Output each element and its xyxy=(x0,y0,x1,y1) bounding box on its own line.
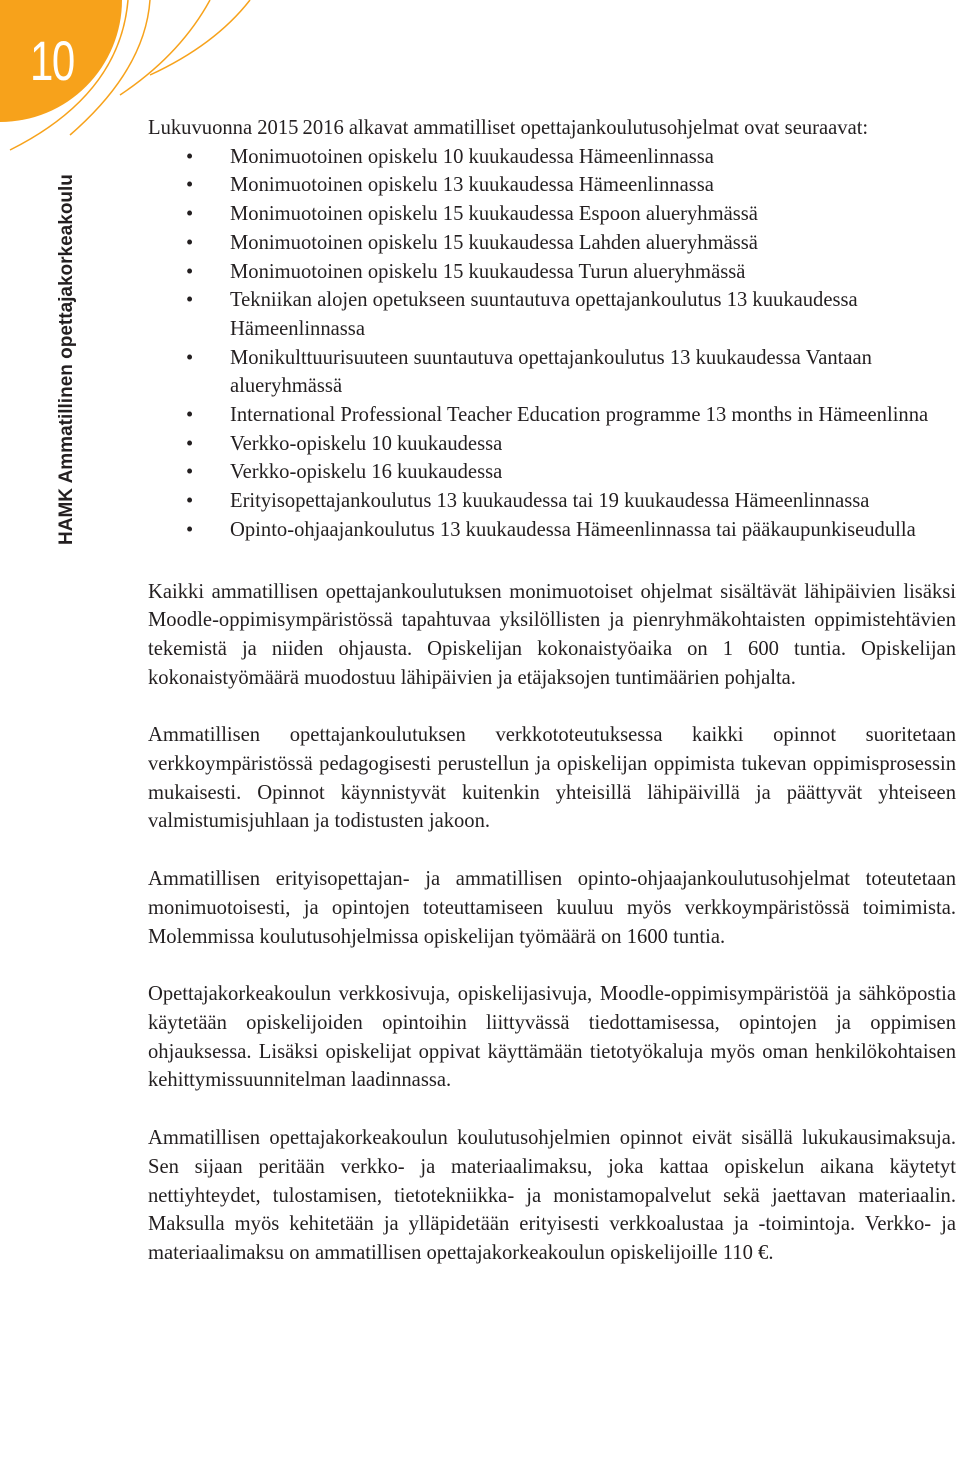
list-item xyxy=(148,286,956,343)
list-item-text: Monimuotoinen opiskelu 13 kuukaudessa Hämeenlinnassa xyxy=(230,174,714,197)
list-item xyxy=(148,143,956,172)
bullet-icon: • xyxy=(186,203,194,226)
bullet-icon: • xyxy=(186,490,194,513)
bullet-icon: • xyxy=(186,231,194,254)
decorative-arc xyxy=(10,0,128,150)
list-item-text: Monimuotoinen opiskelu 10 kuukaudessa Hämeenlinnassa xyxy=(230,145,714,168)
side-title: HAMK Ammatillinen opettajakorkeakoulu xyxy=(56,174,77,545)
bullet-icon: • xyxy=(186,289,194,312)
decorative-arc xyxy=(120,0,210,95)
list-item xyxy=(148,258,956,287)
paragraph-fees: Ammatillisen opettajakorkeakoulun koulutusohjelmien opinnot eivät sisällä lukukausimaksuja. Sen sijaan peritään verkko- ja materiaalimaksu, joka kattaa opiskelun aikana käytetyt nettiyhteydet, tulostamisen, tietotekniikka- ja monistamopalvelut sekä jaettavan materiaalin. Maksulla myös kehitetään ja ylläpidetään erityisesti verkkoalustaa ja -toimintoja. Verkko- ja materiaalimaksu on ammatillisen opettajakorkeakoulun opiskelijoille 110 €. xyxy=(148,1127,956,1264)
decorative-arc xyxy=(70,0,150,135)
bullet-icon: • xyxy=(186,260,194,283)
list-item xyxy=(148,229,956,258)
list-item-text: Tekniikan alojen opetukseen suuntautuva opettajankoulutus 13 kuukaudessa Hämeenlinnassa xyxy=(230,289,858,340)
program-list xyxy=(148,143,956,545)
list-item xyxy=(148,430,956,459)
paragraph-online: Ammatillisen opettajankoulutuksen verkkototeutuksessa kaikki opinnot suoritetaan verkkoympäristössä pedagogisesti perustellun ja opiskelijan oppimista tukevan oppimisprosessin mukaisesti. Opinnot käynnistyvät kuitenkin yhteisillä lähipäivillä ja päättyvät yhteiseen valmistumisjuhlaan ja todistusten jakoon. xyxy=(148,724,956,833)
list-item xyxy=(148,401,956,430)
list-item-text: Monikulttuurisuuteen suuntautuva opettajankoulutus 13 kuukaudessa Vantaan alueryhmässä xyxy=(230,346,872,398)
bullet-icon: • xyxy=(186,174,194,197)
list-item-text: Erityisopettajankoulutus 13 kuukaudessa tai 19 kuukaudessa Hämeenlinnassa xyxy=(230,490,870,513)
paragraph-special-education: Ammatillisen erityisopettajan- ja ammatillisen opinto-ohjaajankoulutusohjelmat toteutetaan monimuotoisesti, ja opintojen toteuttamiseen kuuluu myös verkkoympäristössä toimimista. Molemmissa koulutusohjelmissa opiskelijan työmäärä on 1600 tuntia. xyxy=(148,868,956,948)
bullet-icon: • xyxy=(186,346,194,369)
paragraph-communication: Opettajakorkeakoulun verkkosivuja, opiskelijasivuja, Moodle-oppimisympäristöä ja sähköpostia käytetään opiskelijoiden opintoihin liittyvässä tiedottamisessa, opintojen ja oppimisen ohjauksessa. Lisäksi opiskelijat oppivat käyttämään tietotyökaluja myös oman henkilökohtaisen kehittymissuunnitelman laadinnassa. xyxy=(148,983,956,1092)
page-number: 10 xyxy=(30,29,74,92)
list-item-text: Monimuotoinen opiskelu 15 kuukaudessa Turun alueryhmässä xyxy=(230,260,746,283)
list-item xyxy=(148,516,956,545)
bullet-icon: • xyxy=(186,518,194,541)
paragraph-multimodal: Kaikki ammatillisen opettajankoulutuksen monimuotoiset ohjelmat sisältävät lähipäivien lisäksi Moodle-oppimisympäristössä tapahtuvaa yksilöllisten ja pienryhmäkohtaisten oppimistehtävien tekemistä ja niiden ohjausta. Opiskelijan kokonaistyöaika on 1 600 tuntia. Opiskelijan kokonaistyömäärä muodostuu lähipäivien ja etäjaksojen tuntimäärien pohjalta. xyxy=(148,580,956,689)
list-item-text: Opinto-ohjaajankoulutus 13 kuukaudessa Hämeenlinnassa tai pääkaupunkiseudulla xyxy=(230,518,916,541)
bullet-icon: • xyxy=(186,432,194,455)
bullet-icon: • xyxy=(186,404,194,427)
bullet-icon: • xyxy=(186,461,194,484)
page-content xyxy=(148,114,956,1268)
list-item xyxy=(148,344,956,401)
list-item-text: Monimuotoinen opiskelu 15 kuukaudessa Lahden alueryhmässä xyxy=(230,231,758,254)
list-item-text: International Professional Teacher Education programme 13 months in Hämeenlinna xyxy=(230,404,929,427)
list-item-text: Verkko-opiskelu 16 kuukaudessa xyxy=(230,461,503,484)
list-item xyxy=(148,458,956,487)
list-item-text: Verkko-opiskelu 10 kuukaudessa xyxy=(230,432,503,455)
list-item xyxy=(148,487,956,516)
intro-text: Lukuvuonna 2015 2016 alkavat ammatilliset opettajankoulutusohjelmat ovat seuraavat: xyxy=(148,117,869,139)
decorative-arc xyxy=(150,0,250,75)
list-item xyxy=(148,171,956,200)
list-item xyxy=(148,200,956,229)
list-item-text: Monimuotoinen opiskelu 15 kuukaudessa Espoon alueryhmässä xyxy=(230,203,758,226)
bullet-icon: • xyxy=(186,145,194,168)
